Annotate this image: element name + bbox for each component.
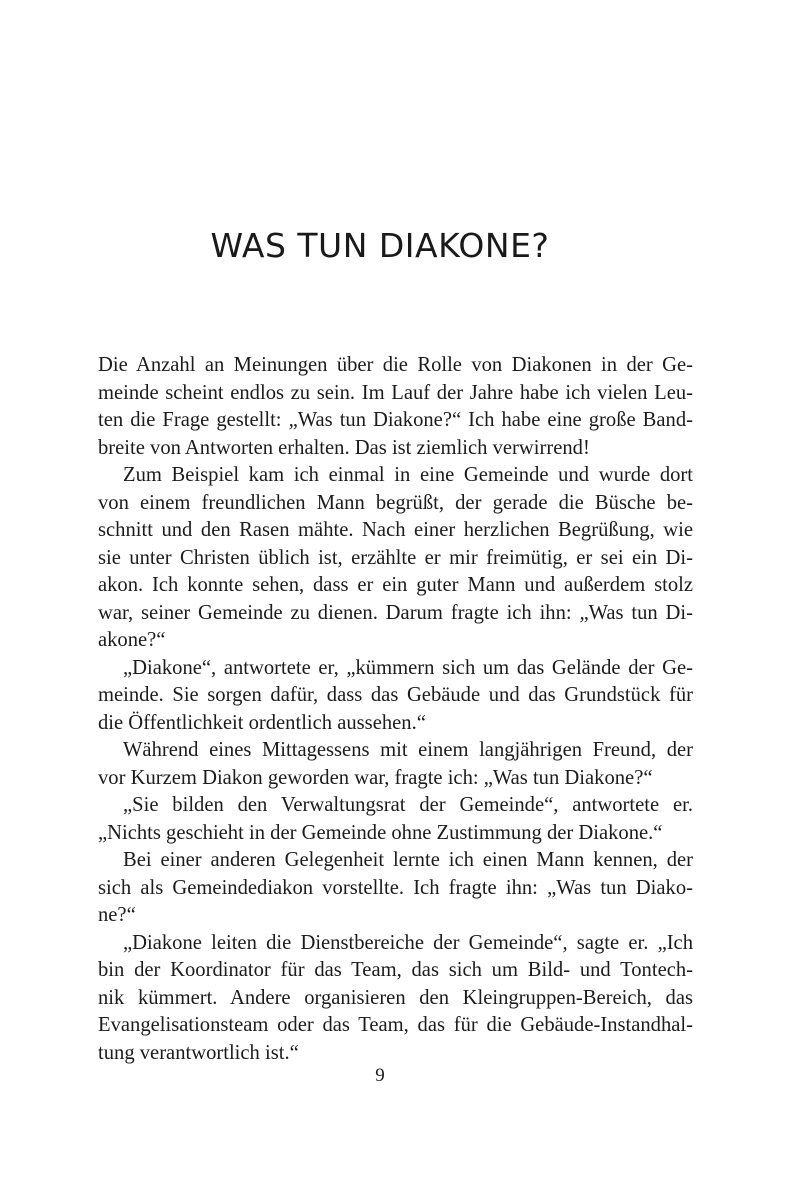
paragraph (98, 847, 693, 930)
text-line: Zum Beispiel kam ich einmal in eine Gemeinde und wurde dort (123, 464, 693, 486)
text-line: sich als Gemeindediakon vorstellte. Ich fragte ihn: „Was tun Diako- (98, 876, 693, 899)
text-line: breite von Antworten erhalten. Das ist ziemlich verwirrend! (98, 436, 590, 459)
text-line: Evangelisationsteam oder das Team, das für die Gebäude-Instandhal- (98, 1014, 693, 1036)
text-line: „Nichts geschieht in der Gemeinde ohne Zustimmung der Diakone.“ (98, 821, 663, 844)
text-line: akon. Ich konnte sehen, dass er ein guter Mann und außerdem stolz (98, 574, 693, 596)
paragraph (98, 792, 693, 847)
text-line: Die Anzahl an Meinungen über die Rolle von Diakonen in der Ge- (98, 354, 693, 376)
body-text (98, 352, 693, 1067)
paragraph (98, 352, 693, 462)
text-line: „Sie bilden den Verwaltungsrat der Gemeinde“, antwortete er. (123, 794, 693, 816)
text-line: meinde. Sie sorgen dafür, dass das Gebäude und das Grundstück für (98, 684, 693, 706)
text-line: sie unter Christen üblich ist, erzählte er mir freimütig, er sei ein Di- (98, 546, 693, 569)
text-line: schnitt und den Rasen mähte. Nach einer herzlichen Begrüßung, wie (98, 519, 693, 541)
page-number: 9 (375, 1065, 385, 1086)
text-line: „Diakone leiten die Dienstbereiche der Gemeinde“, sagte er. „Ich (123, 931, 693, 954)
text-line: die Öffentlichkeit ordentlich aussehen.“ (98, 711, 426, 734)
text-line: „Diakone“, antwortete er, „kümmern sich um das Gelände der Ge- (123, 656, 693, 679)
text-line: akone?“ (98, 629, 166, 651)
text-line: von einem freundlichen Mann begrüßt, der gerade die Büsche be- (98, 491, 693, 514)
paragraph (98, 930, 693, 1068)
text-line: Während eines Mittagessens mit einem langjährigen Freund, der (123, 739, 693, 761)
paragraph (98, 737, 693, 792)
text-line: nik kümmert. Andere organisieren den Kleingruppen-Bereich, das (98, 986, 693, 1009)
text-line: ne?“ (98, 904, 136, 926)
text-line: bin der Koordinator für das Team, das sich um Bild- und Tontech- (98, 959, 693, 981)
text-line: vor Kurzem Diakon geworden war, fragte ich: „Was tun Diakone?“ (98, 766, 653, 789)
text-line: ten die Frage gestellt: „Was tun Diakone?“ Ich habe eine große Band- (98, 409, 693, 431)
text-line: meinde scheint endlos zu sein. Im Lauf der Jahre habe ich vielen Leu- (98, 381, 693, 404)
text-line: tung verantwortlich ist.“ (98, 1041, 299, 1064)
paragraph (98, 655, 693, 738)
paragraph (98, 462, 693, 655)
text-line: war, seiner Gemeinde zu dienen. Darum fragte ich ihn: „Was tun Di- (98, 601, 693, 624)
chapter-title: WAS TUN DIAKONE? (210, 226, 550, 265)
text-line: Bei einer anderen Gelegenheit lernte ich einen Mann kennen, der (123, 849, 693, 871)
